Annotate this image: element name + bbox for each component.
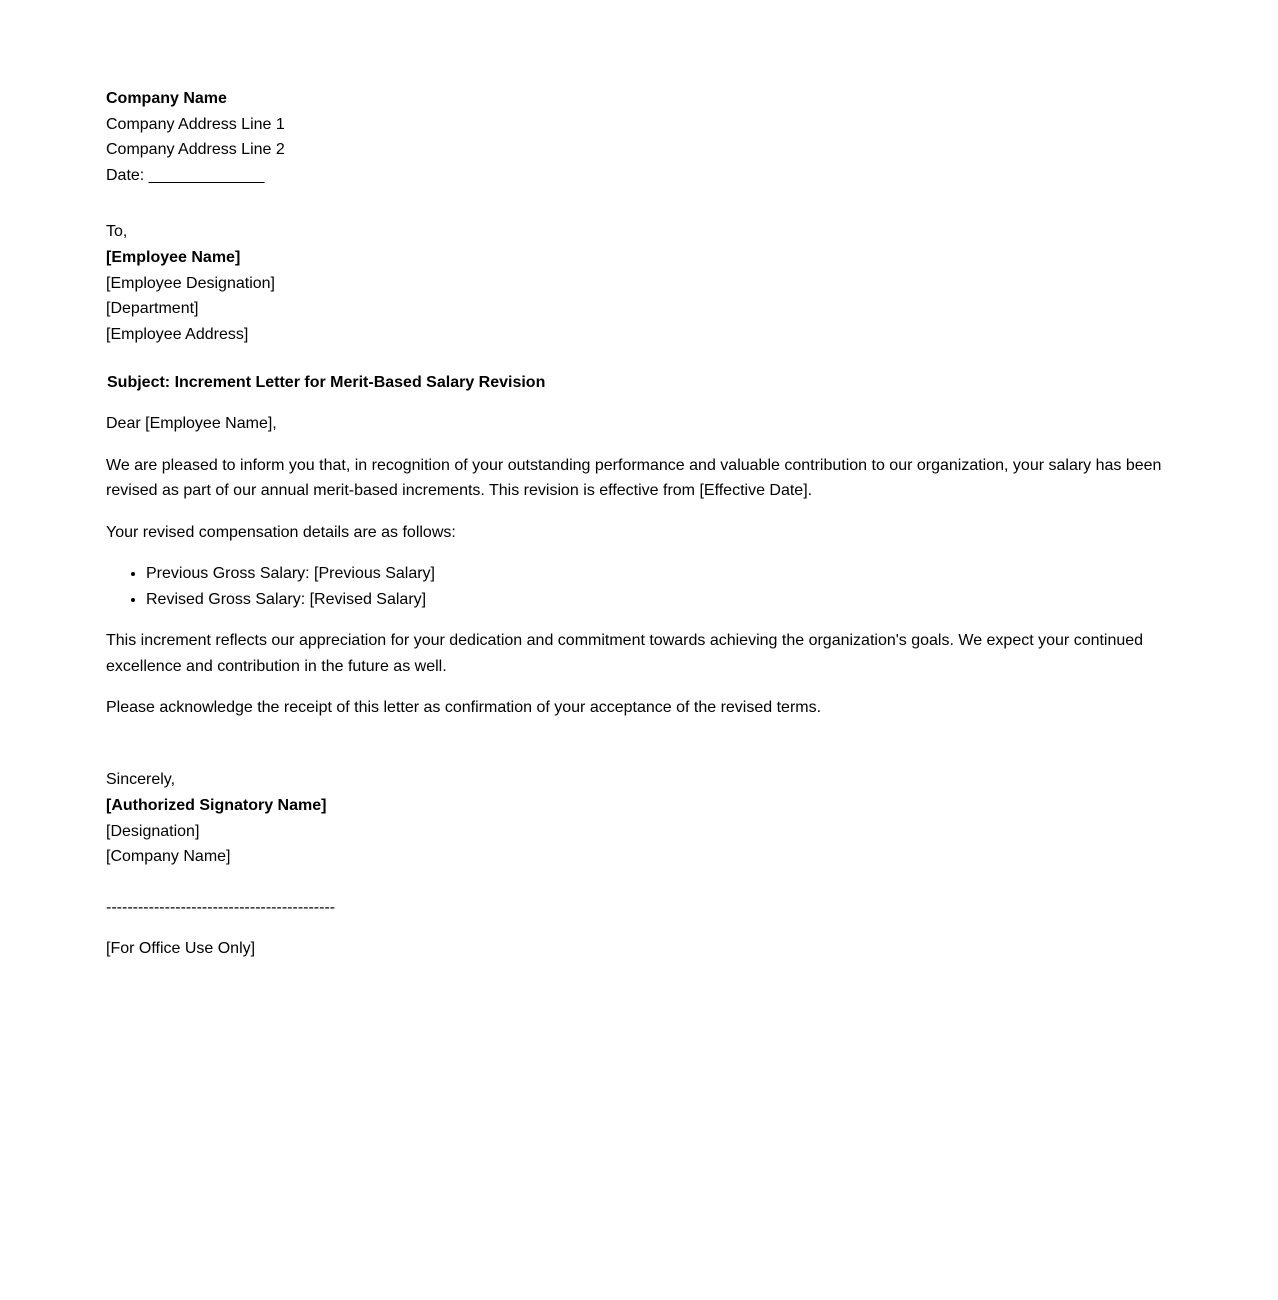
letter-document xyxy=(106,86,1176,961)
employee-name: [Employee Name] xyxy=(106,248,241,266)
employee-address: [Employee Address] xyxy=(106,325,249,343)
signatory-company: [Company Name] xyxy=(106,848,231,866)
list-item-previous-salary: • Previous Gross Salary: [Previous Salary] xyxy=(146,561,1176,587)
letterhead xyxy=(106,86,1176,188)
body-paragraph-2: Your revised compensation details are as follows: xyxy=(106,523,456,541)
office-use-label: [For Office Use Only] xyxy=(106,939,256,957)
body-paragraph-4: Please acknowledge the receipt of this letter as confirmation of your acceptance of the revised terms. xyxy=(106,698,822,716)
closing-block xyxy=(106,767,1176,869)
body-paragraph-3: This increment reflects our appreciation for your dedication and commitment towards achieving the organization's goals. We expect your continued excellence and contribution in the future as well. xyxy=(106,632,1144,675)
company-address-line-2: Company Address Line 2 xyxy=(106,141,285,159)
divider-line: ------------------------------------------- xyxy=(106,898,336,916)
company-address-line-1: Company Address Line 1 xyxy=(106,115,285,133)
sign-off: Sincerely, xyxy=(106,771,176,789)
employee-department: [Department] xyxy=(106,300,199,318)
greeting: Dear [Employee Name], xyxy=(106,415,277,433)
list-item-revised-salary: • Revised Gross Salary: [Revised Salary] xyxy=(146,587,1176,613)
to-label: To, xyxy=(106,223,128,241)
recipient-block xyxy=(106,219,1176,347)
signatory-designation: [Designation] xyxy=(106,822,200,840)
body-paragraph-1: We are pleased to inform you that, in recognition of your outstanding performance and valuable contribution to our organization, your salary has been revised as part of our annual merit-based increments. This revision is effective from [Effective Date]. xyxy=(106,456,1162,500)
subject-line: Subject: Increment Letter for Merit-Based Salary Revision xyxy=(107,374,546,392)
date-field: Date: _____________ xyxy=(106,166,265,184)
company-name: Company Name xyxy=(106,90,227,107)
signatory-name: [Authorized Signatory Name] xyxy=(106,796,327,814)
employee-designation: [Employee Designation] xyxy=(106,274,275,292)
compensation-list xyxy=(106,561,1176,612)
